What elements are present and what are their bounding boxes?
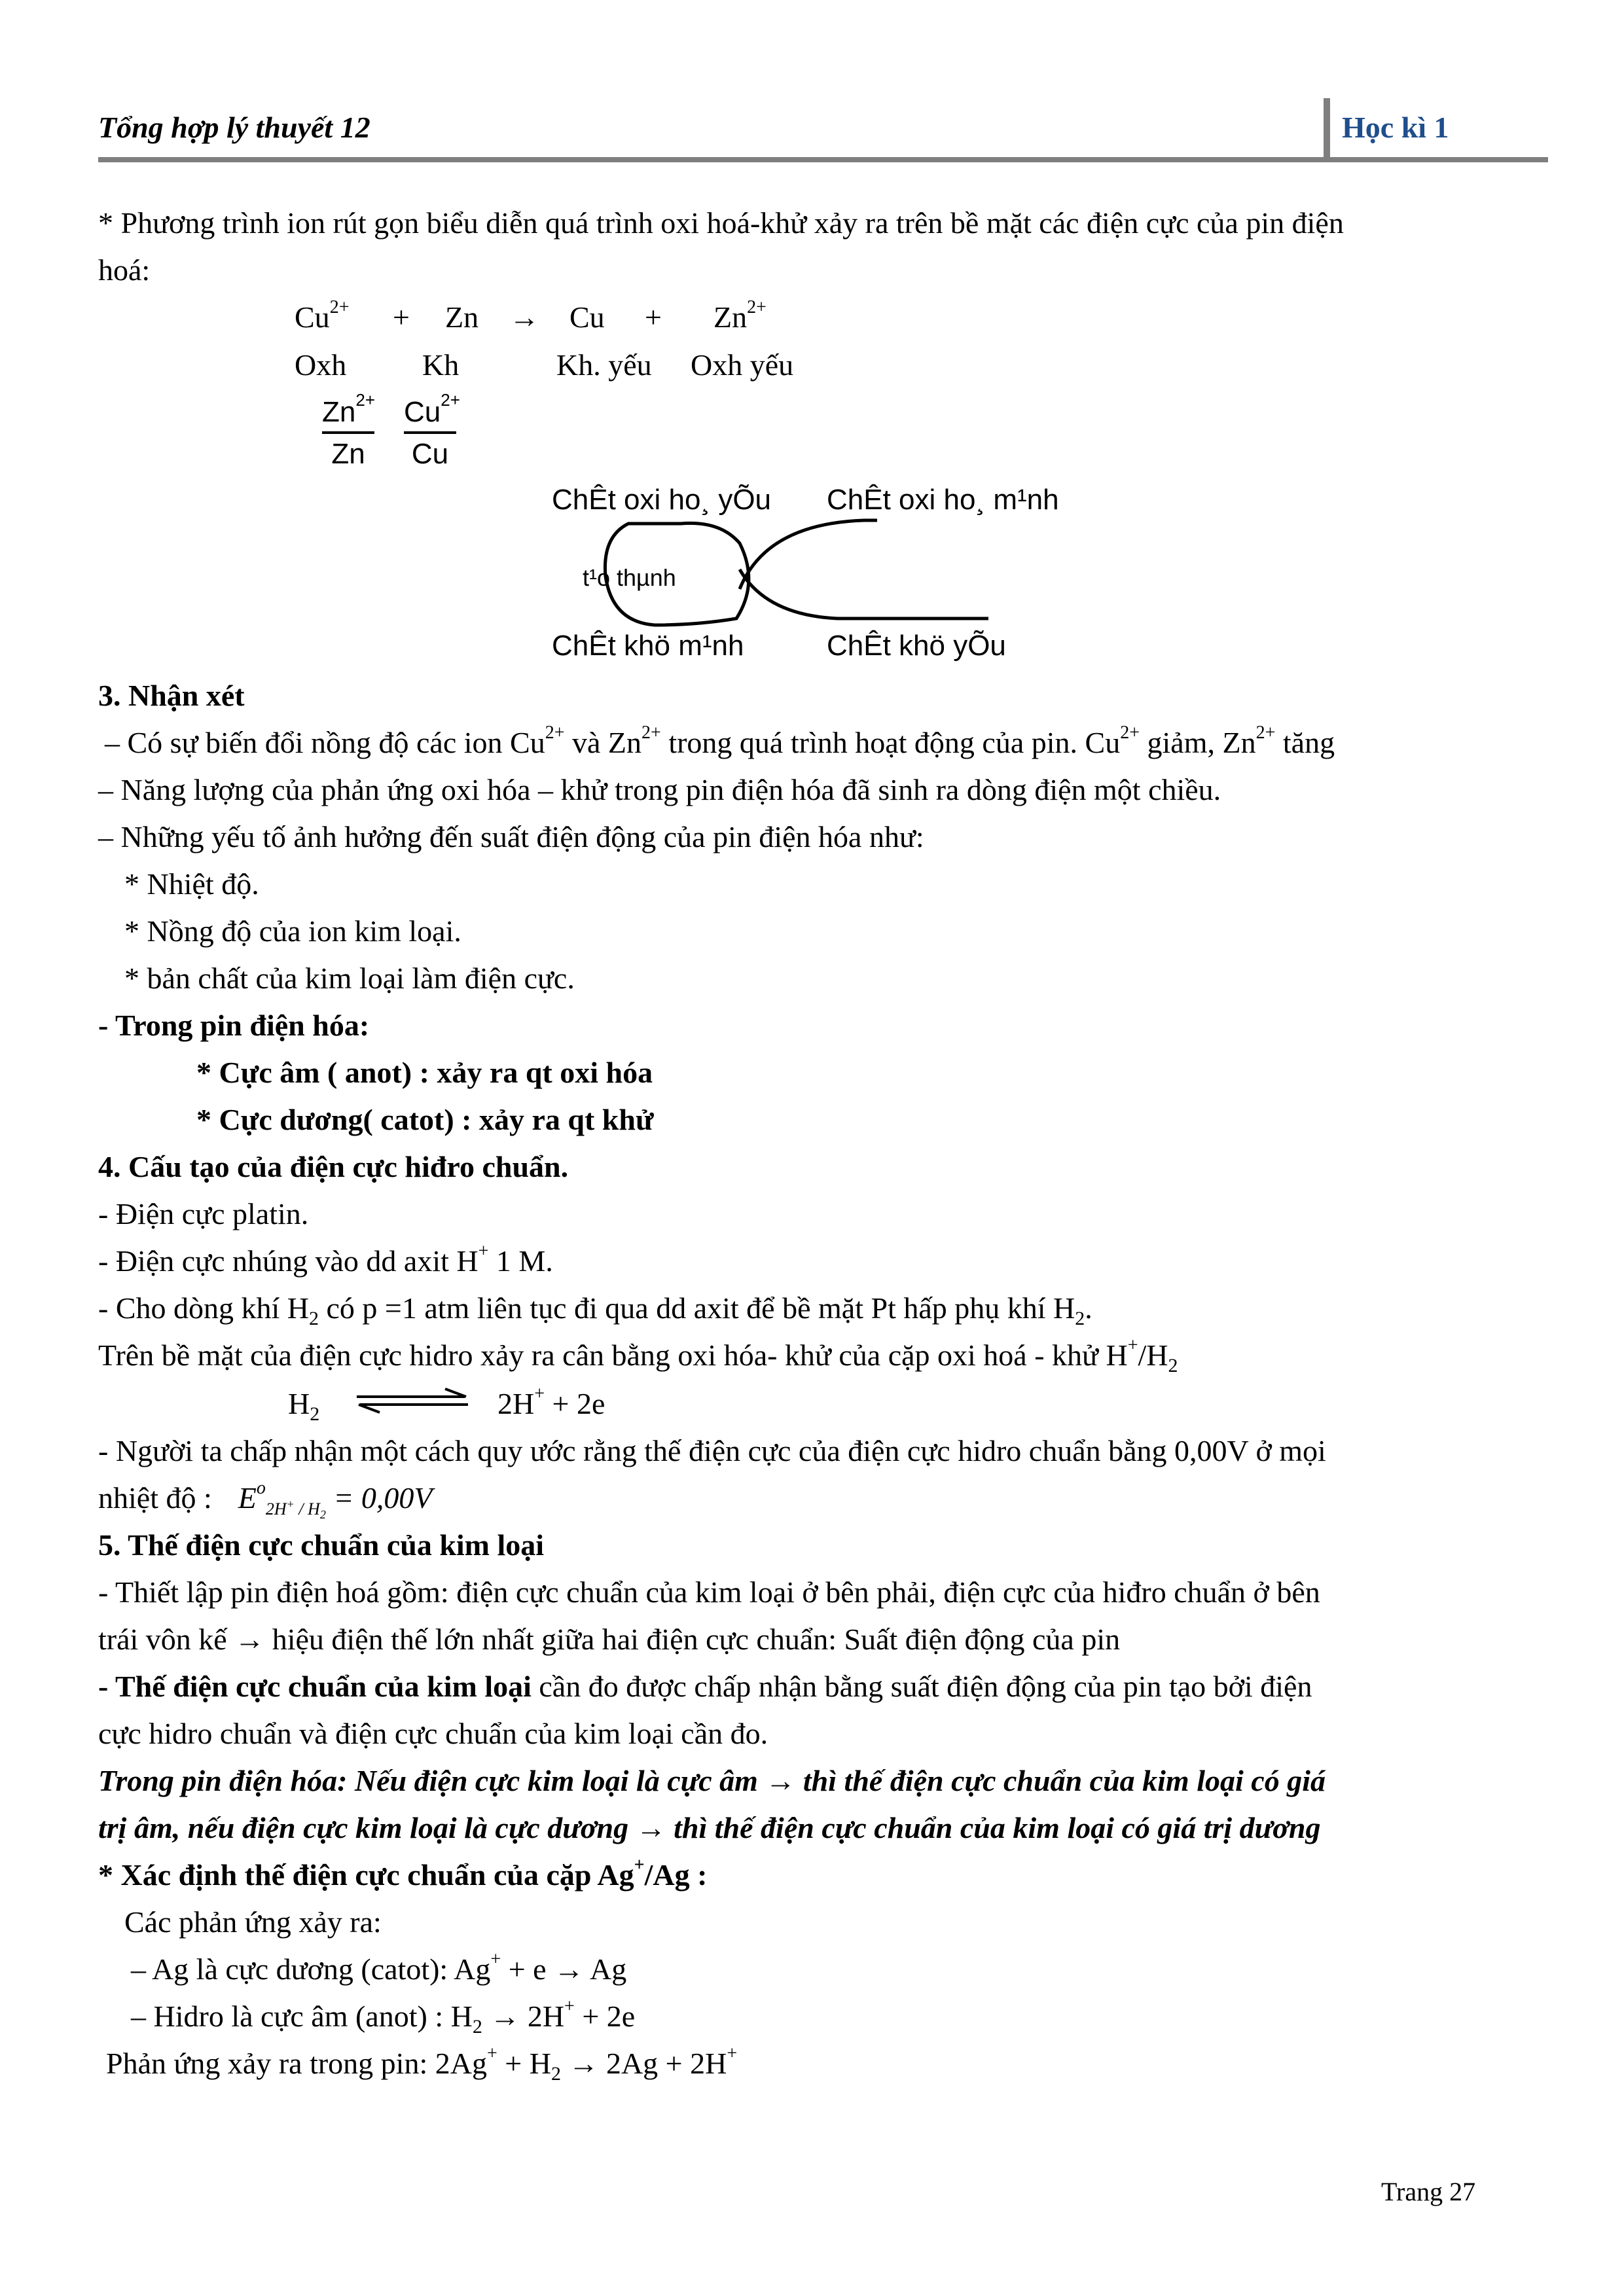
intro-line-cont: hoá:	[98, 253, 151, 287]
role-oxidant: Oxh	[295, 348, 347, 382]
equation-plus: +	[393, 300, 410, 334]
overall-reaction: Phản ứng xảy ra trong pin: $2Ag^+ + H_2 \to 2Ag + 2H^+$	[106, 2043, 738, 2085]
intro-line: * Phương trình ion rút gọn biểu diễn quá trình oxi hoá-khử xảy ra trên bề mặt các điện cực của pin điện	[98, 206, 1344, 240]
diagram-forms-label: t¹o thµnh	[583, 564, 676, 591]
s5-line-4: cực hidro chuẩn và điện cực chuẩn của kim loại cần đo.	[98, 1717, 768, 1750]
equation-arrow: →	[509, 300, 539, 334]
diagram-cross-upper	[740, 520, 877, 589]
s3-line-3: – Những yếu tố ảnh hưởng đến suất điện động của pin điện hóa như:	[98, 820, 924, 853]
s3-bullet-metal-nature: * bản chất của kim loại làm điện cực.	[124, 961, 575, 995]
section-4-heading: 4. Cấu tạo của điện cực hiđro chuẩn.	[98, 1150, 569, 1183]
s5-note-line-2: trị âm, nếu điện cực kim loại là cực dương → thì thế điện cực chuẩn của kim loại có giá trị dương	[98, 1811, 1321, 1844]
pin-heading: - Trong pin điện hóa:	[98, 1009, 370, 1042]
equilibrium-arrows-icon	[353, 1386, 471, 1415]
s4-line-4: Trên bề mặt của điện cực hidro xảy ra cân bằng oxi hóa- khử của cặp oxi hoá - khử $H^+/H_2$	[98, 1335, 1178, 1376]
section-3-heading: 3. Nhận xét	[98, 679, 245, 712]
role-weak-reductant: Kh. yếu	[556, 348, 652, 382]
ag-couple-heading: * Xác định thế điện cực chuẩn của cặp Ag+/Ag :	[98, 1855, 708, 1892]
anode-reaction: – Hidro là cực âm (anot) : $H_2 \to 2H^+ + 2e$	[131, 1996, 636, 2037]
cathode-reaction: – Ag là cực dương (catot): Ag+ + e → Ag	[131, 1949, 627, 1986]
equation-plus-2: +	[645, 300, 662, 334]
diagram-strong-oxidant-label: ChÊt oxi ho¸ m¹nh	[827, 484, 1059, 516]
pin-anode: * Cực âm ( anot) : xảy ra qt oxi hóa	[196, 1056, 653, 1089]
reactions-label: Các phản ứng xảy ra:	[124, 1905, 382, 1939]
s3-bullet-temperature: * Nhiệt độ.	[124, 867, 259, 901]
diagram-loop	[605, 523, 748, 625]
cu-couple-fraction: $\frac{Cu^{2+}}{Cu}$	[404, 390, 460, 470]
zn-couple-fraction: $\frac{Zn^{2+}}{Zn}$	[322, 390, 376, 470]
diagram-weak-oxidant-label: ChÊt oxi ho¸ yÕu	[552, 484, 772, 516]
term-label: Học kì 1	[1342, 111, 1449, 144]
section-5-heading: 5. Thế điện cực chuẩn của kim loại	[98, 1528, 545, 1562]
s4-line-2: - Điện cực nhúng vào dd axit H+ 1 M.	[98, 1241, 553, 1278]
role-weak-oxidant: Oxh yếu	[691, 348, 794, 382]
s5-line-2: trái vôn kế → hiệu điện thế lớn nhất giữa hai điện cực chuẩn: Suất điện động của pin	[98, 1623, 1121, 1656]
equation-cu: Cu	[569, 300, 605, 334]
standard-potential-formula: $E^o_{2H^+ / H_2} = 0,00V$	[238, 1478, 433, 1521]
h2-equilibrium-left: $H_2$	[288, 1387, 320, 1425]
s5-note-line-1: Trong pin điện hóa: Nếu điện cực kim loại là cực âm → thì thế điện cực chuẩn của kim loại có giá	[98, 1764, 1326, 1797]
s5-line-3: - Thế điện cực chuẩn của kim loại cần đo được chấp nhận bằng suất điện động của pin tạo bởi điện	[98, 1670, 1312, 1703]
diagram-strong-reductant-label: ChÊt khö m¹nh	[552, 630, 744, 662]
s3-bullet-concentration: * Nồng độ của ion kim loại.	[124, 914, 461, 948]
diagram-weak-reductant-label: ChÊt khö yÕu	[827, 630, 1006, 662]
equation-zn: Zn	[445, 300, 479, 334]
diagram-cross-lower	[740, 569, 988, 619]
page-number: Trang 27	[1381, 2177, 1476, 2206]
equation-cu2: $Cu^{2+}$	[295, 297, 350, 334]
pin-cathode: * Cực dương( catot) : xảy ra qt khử	[196, 1103, 654, 1136]
document-title: Tổng hợp lý thuyết 12	[98, 111, 370, 144]
s4-line-3: - Cho dòng khí $H_2$ có p =1 atm liên tục đi qua dd axit để bề mặt Pt hấp phụ khí $H_2$.	[98, 1291, 1092, 1329]
s3-line-2: – Năng lượng của phản ứng oxi hóa – khử trong pin điện hóa đã sinh ra dòng điện một chiều.	[98, 773, 1221, 806]
s4-line-1: - Điện cực platin.	[98, 1197, 309, 1230]
role-reductant: Kh	[422, 348, 460, 382]
s4-line-6: nhiệt độ : $E^o_{2H^+ / H_2} = 0,00V$	[98, 1478, 433, 1521]
equation-zn2: $Zn^{2+}$	[713, 297, 767, 334]
h2-equilibrium-right: 2H+ + 2e	[497, 1384, 605, 1420]
s3-line-1: – Có sự biến đổi nồng độ các ion $Cu^{2+}$ và $Zn^{2+}$ trong quá trình hoạt động của pin. $Cu^{2+}$ giảm, $Zn^{2+}$ tăng	[105, 723, 1335, 759]
s5-line-1: - Thiết lập pin điện hoá gồm: điện cực chuẩn của kim loại ở bên phải, điện cực của hiđro chuẩn ở bên	[98, 1575, 1320, 1609]
s4-line-5: - Người ta chấp nhận một cách quy ước rằng thế điện cực của điện cực hidro chuẩn bằng 0,00V ở mọi	[98, 1434, 1326, 1467]
